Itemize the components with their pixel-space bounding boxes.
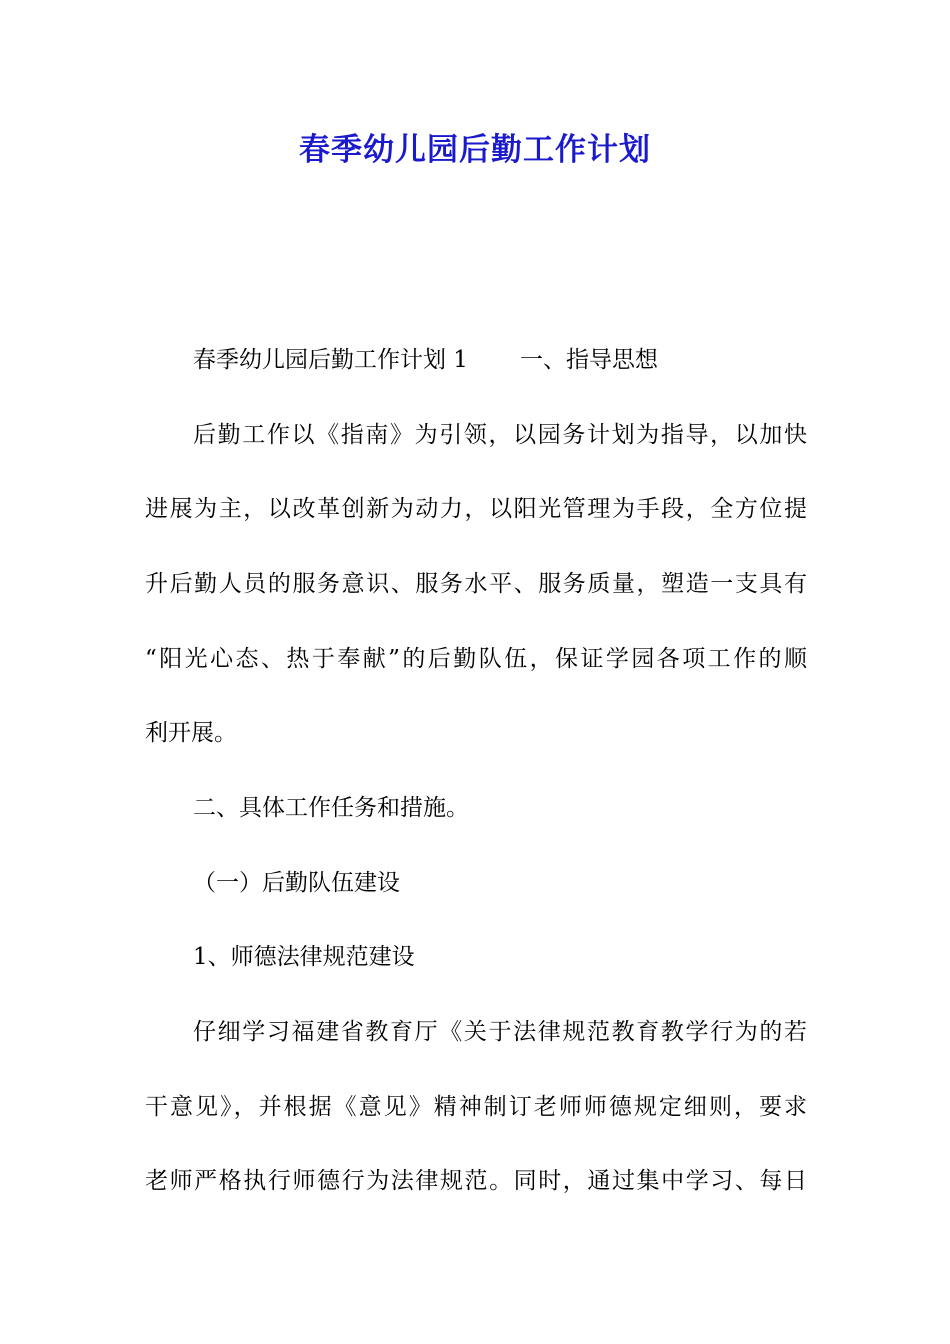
paragraph-line	[193, 340, 658, 380]
paragraph-line: 利开展。	[145, 720, 237, 746]
item-heading: 1、师德法律规范建设	[193, 944, 415, 970]
paragraph-line: 干意见》，并根据《意见》精神制订老师师德规定细则，要求	[145, 1094, 807, 1120]
section-heading: 二、具体工作任务和措施。	[193, 795, 469, 821]
paragraph-line: “阳光心态、热于奉献”的后勤队伍，保证学园各项工作的顺	[145, 646, 807, 672]
page-title: 春季幼儿园后勤工作计划	[299, 132, 651, 168]
paragraph-line: 后勤工作以《指南》为引领，以园务计划为指导，以加快	[193, 422, 807, 448]
paragraph-line: 进展为主，以改革创新为动力，以阳光管理为手段，全方位提	[145, 496, 807, 522]
subsection-heading: （一）后勤队伍建设	[193, 870, 400, 896]
section-heading-guiding: 一、指导思想	[519, 347, 658, 373]
section-heading-plan: 春季幼儿园后勤工作计划 1	[193, 347, 468, 373]
document-body	[145, 340, 807, 1220]
paragraph-line: 仔细学习福建省教育厅《关于法律规范教育教学行为的若	[193, 1019, 807, 1045]
paragraph-line: 升后勤人员的服务意识、服务水平、服务质量，塑造一支具有	[145, 571, 807, 597]
paragraph-line: 老师严格执行师德行为法律规范。同时，通过集中学习、每日	[145, 1168, 807, 1194]
